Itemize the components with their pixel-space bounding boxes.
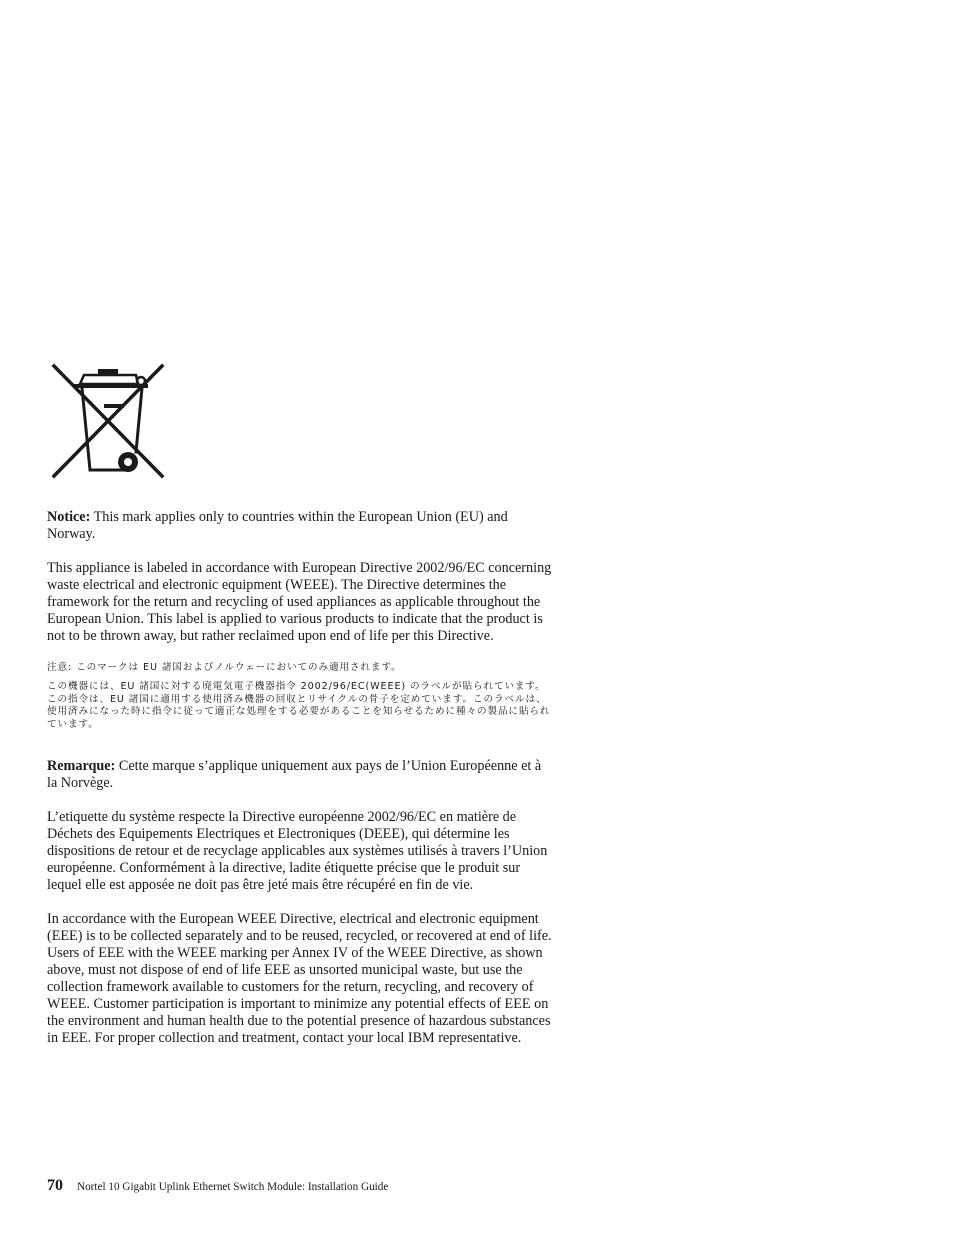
weee-notice-content	[47, 509, 552, 1047]
directive-paragraph-japanese: この機器には、EU 諸国に対する廃電気電子機器指令 2002/96/EC(WEEE) のラベルが貼られています。この指令は、EU 諸国に適用する使用済み機器の回収とリサイクルの骨子を定めています。このラベルは、使用済みになった時に指令に従って適正な処理をする必要があることを知らせるために種々の製品に貼られています。	[47, 680, 551, 731]
page-footer	[47, 1177, 388, 1195]
notice-english	[47, 509, 552, 543]
notice-text: This mark applies only to countries within the European Union (EU) and Norway.	[47, 509, 508, 542]
notice-japanese: 注意: このマークは EU 諸国およびノルウェーにおいてのみ適用されます。	[47, 662, 402, 673]
crossed-out-wheelie-bin-icon	[50, 362, 166, 480]
directive-paragraph-english: This appliance is labeled in accordance with European Directive 2002/96/EC concerning waste electrical and electronic equipment (WEEE). The Directive determines the framework for the return and recycling of used appliances as applicable throughout the European Union. This label is applied to various products to indicate that the product is not to be thrown away, but rather reclaimed upon end of life per this Directive.	[47, 560, 552, 644]
directive-paragraph-french: L’etiquette du système respecte la Directive européenne 2002/96/EC en matière de Déchets des Equipements Electriques et Electroniques (DEEE), qui détermine les dispositions de retour et de recyclage applicables aux systèmes utilisés à travers l’Union européenne. Conformément à la directive, ladite étiquette précise que le produit sur lequel elle est apposée ne doit pas être jeté mais être récupéré en fin de vie.	[47, 808, 548, 893]
japanese-notice-block	[47, 662, 552, 732]
notice-label: Notice:	[47, 509, 91, 525]
weee-collection-paragraph: In accordance with the European WEEE Directive, electrical and electronic equipment (EEE) is to be collected separately and to be reused, recycled, or recovered at end of life. Users of EEE with the WEEE marking per Annex IV of the WEEE Directive, as shown above, must not dispose of end of life EEE as unsorted municipal waste, but use the collection framework available to customers for the return, recycling, and recovery of WEEE. Customer participation is important to minimize any potential effects of EEE on the environment and human health due to the potential presence of hazardous substances in EEE. For proper collection and treatment, contact your local IBM representative.	[47, 910, 552, 1046]
document-title: Nortel 10 Gigabit Uplink Ethernet Switch Module: Installation Guide	[77, 1181, 389, 1193]
page-number: 70	[47, 1177, 63, 1194]
notice-french	[47, 758, 552, 792]
remarque-label: Remarque:	[47, 757, 116, 774]
remarque-text: Cette marque s’applique uniquement aux pays de l’Union Européenne et à la Norvège.	[47, 757, 542, 791]
